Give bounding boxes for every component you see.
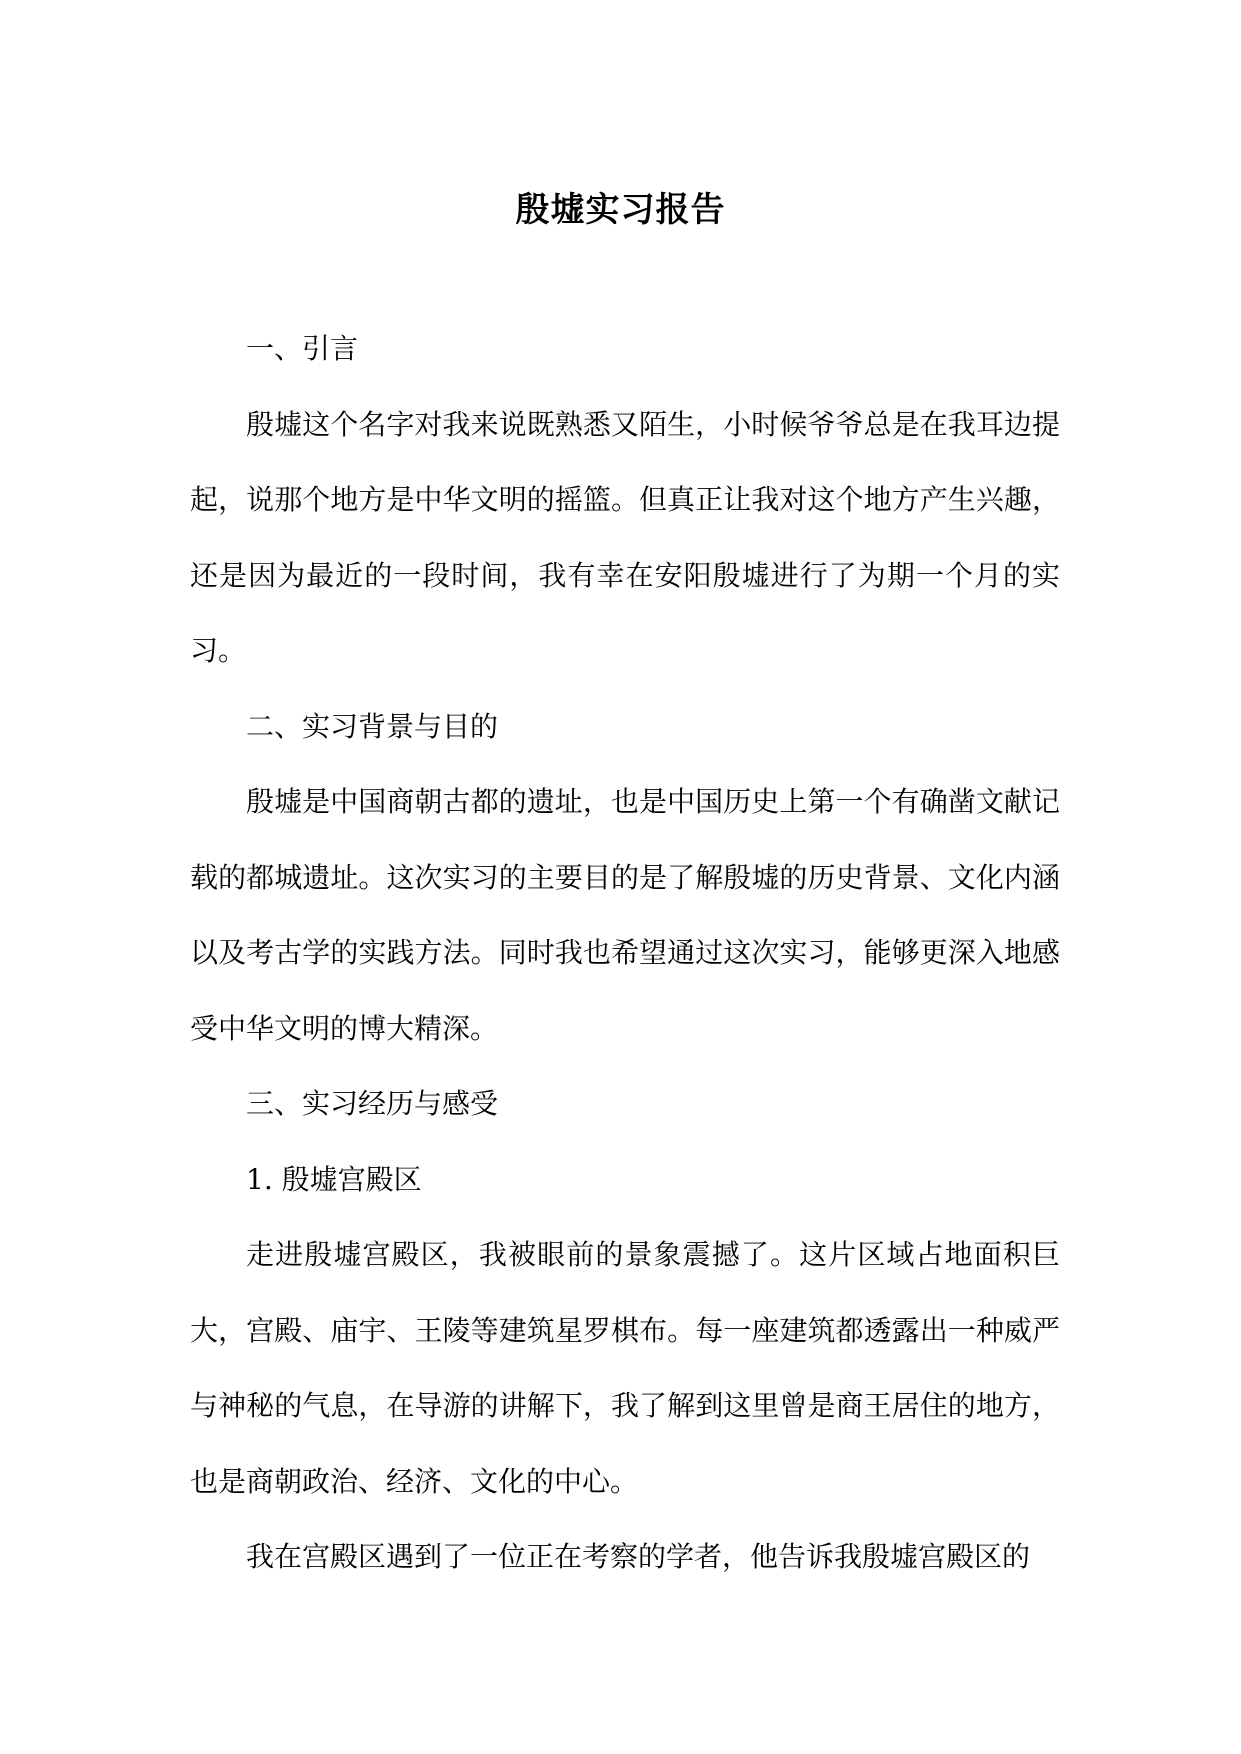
paragraph-background: 殷墟是中国商朝古都的遗址，也是中国历史上第一个有确凿文献记载的都城遗址。这次实习的主要目的是了解殷墟的历史背景、文化内涵以及考古学的实践方法。同时我也希望通过这次实习，能够更深入地感受中华文明的博大精深。: [190, 785, 1060, 1045]
document-body: [190, 311, 1060, 1595]
subsection-heading-palace: 1. 殷墟宫殿区: [246, 1162, 422, 1196]
section-heading-introduction: 一、引言: [246, 332, 359, 365]
section-heading-background: 二、实习背景与目的: [246, 709, 499, 743]
document-title: 殷墟实习报告: [515, 190, 726, 230]
section-heading-experience: 三、实习经历与感受: [246, 1087, 499, 1120]
paragraph-scholar: 我在宫殿区遇到了一位正在考察的学者，他告诉我殷墟宫殿区的: [246, 1540, 1031, 1573]
paragraph-introduction: 殷墟这个名字对我来说既熟悉又陌生，小时候爷爷总是在我耳边提起，说那个地方是中华文明的摇篮。但真正让我对这个地方产生兴趣，还是因为最近的一段时间，我有幸在安阳殷墟进行了为期一个月的实习。: [190, 407, 1060, 667]
paragraph-palace: 走进殷墟宫殿区，我被眼前的景象震撼了。这片区域占地面积巨大，宫殿、庙宇、王陵等建筑星罗棋布。每一座建筑都透露出一种威严与神秘的气息，在导游的讲解下，我了解到这里曾是商王居住的地方，也是商朝政治、经济、文化的中心。: [190, 1238, 1060, 1498]
